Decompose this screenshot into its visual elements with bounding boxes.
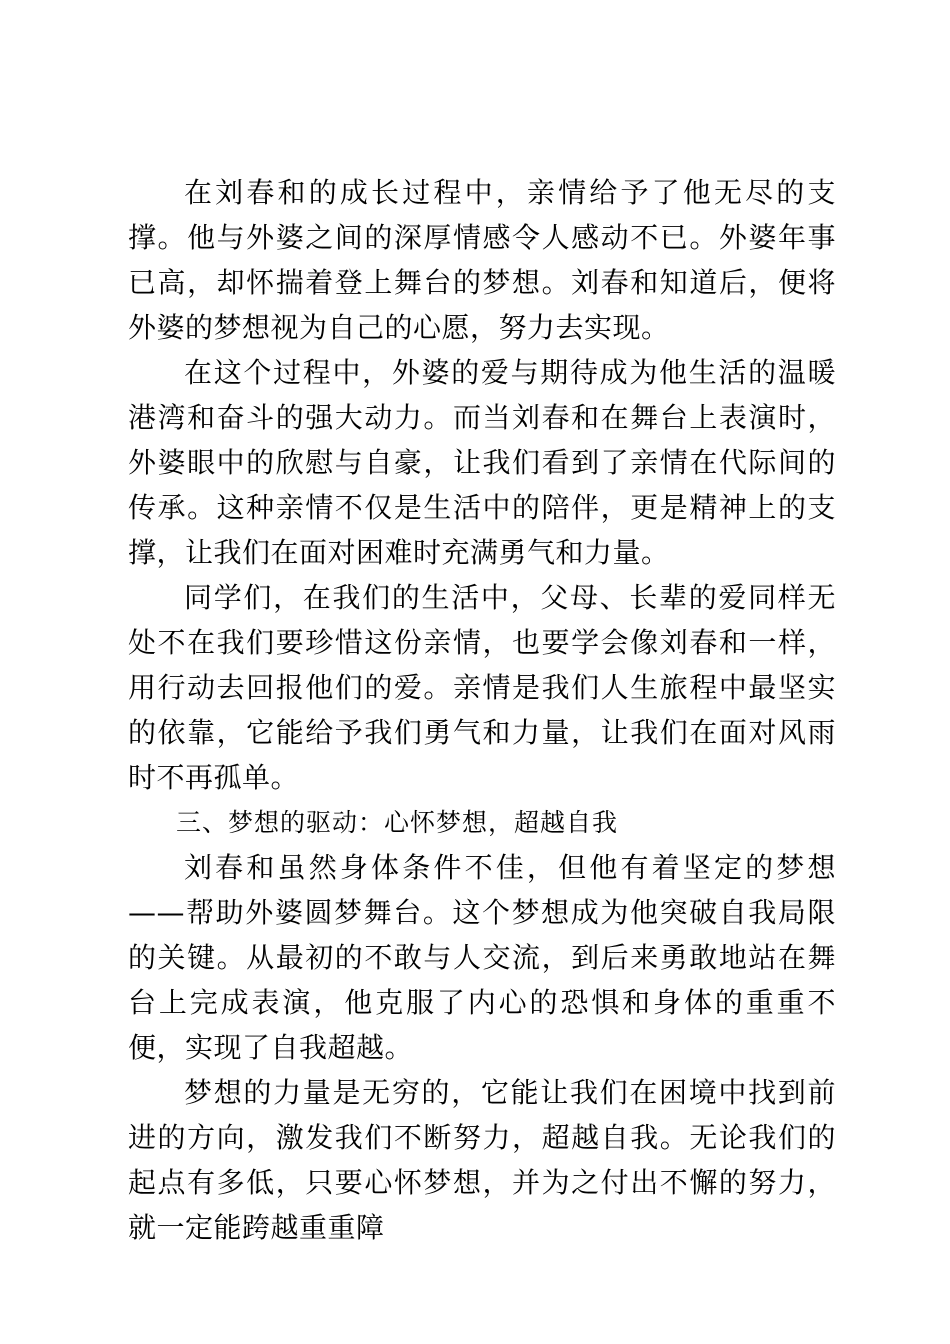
paragraph-dream-breakthrough: 刘春和虽然身体条件不佳，但他有着坚定的梦想——帮助外婆圆梦舞台。这个梦想成为他突破自我局限的关键。从最初的不敢与人交流，到后来勇敢地站在舞台上完成表演，他克服了内心的恐惧和身体的重重不便，实现了自我超越。 — [128, 851, 836, 1064]
paragraph-power-of-dreams: 梦想的力量是无穷的，它能让我们在困境中找到前进的方向，激发我们不断努力，超越自我。无论我们的起点有多低，只要心怀梦想，并为之付出不懈的努力，就一定能跨越重重障 — [128, 1076, 836, 1244]
paragraph-cherish-family: 同学们，在我们的生活中，父母、长辈的爱同样无处不在我们要珍惜这份亲情，也要学会像刘春和一样，用行动去回报他们的爱。亲情是我们人生旅程中最坚实的依靠，它能给予我们勇气和力量，让我们在面对风雨时不再孤单。 — [128, 581, 836, 794]
paragraph-grandmother-love: 在这个过程中，外婆的爱与期待成为他生活的温暖港湾和奋斗的强大动力。而当刘春和在舞台上表演时，外婆眼中的欣慰与自豪，让我们看到了亲情在代际间的传承。这种亲情不仅是生活中的陪伴，更是精神上的支撑，让我们在面对困难时充满勇气和力量。 — [128, 356, 836, 569]
paragraph-family-support: 在刘春和的成长过程中，亲情给予了他无尽的支撑。他与外婆之间的深厚情感令人感动不已。外婆年事已高，却怀揣着登上舞台的梦想。刘春和知道后，便将外婆的梦想视为自己的心愿，努力去实现。 — [128, 176, 836, 344]
document-body — [128, 170, 836, 1250]
section-heading: 三、梦想的驱动：心怀梦想，超越自我 — [176, 808, 619, 837]
